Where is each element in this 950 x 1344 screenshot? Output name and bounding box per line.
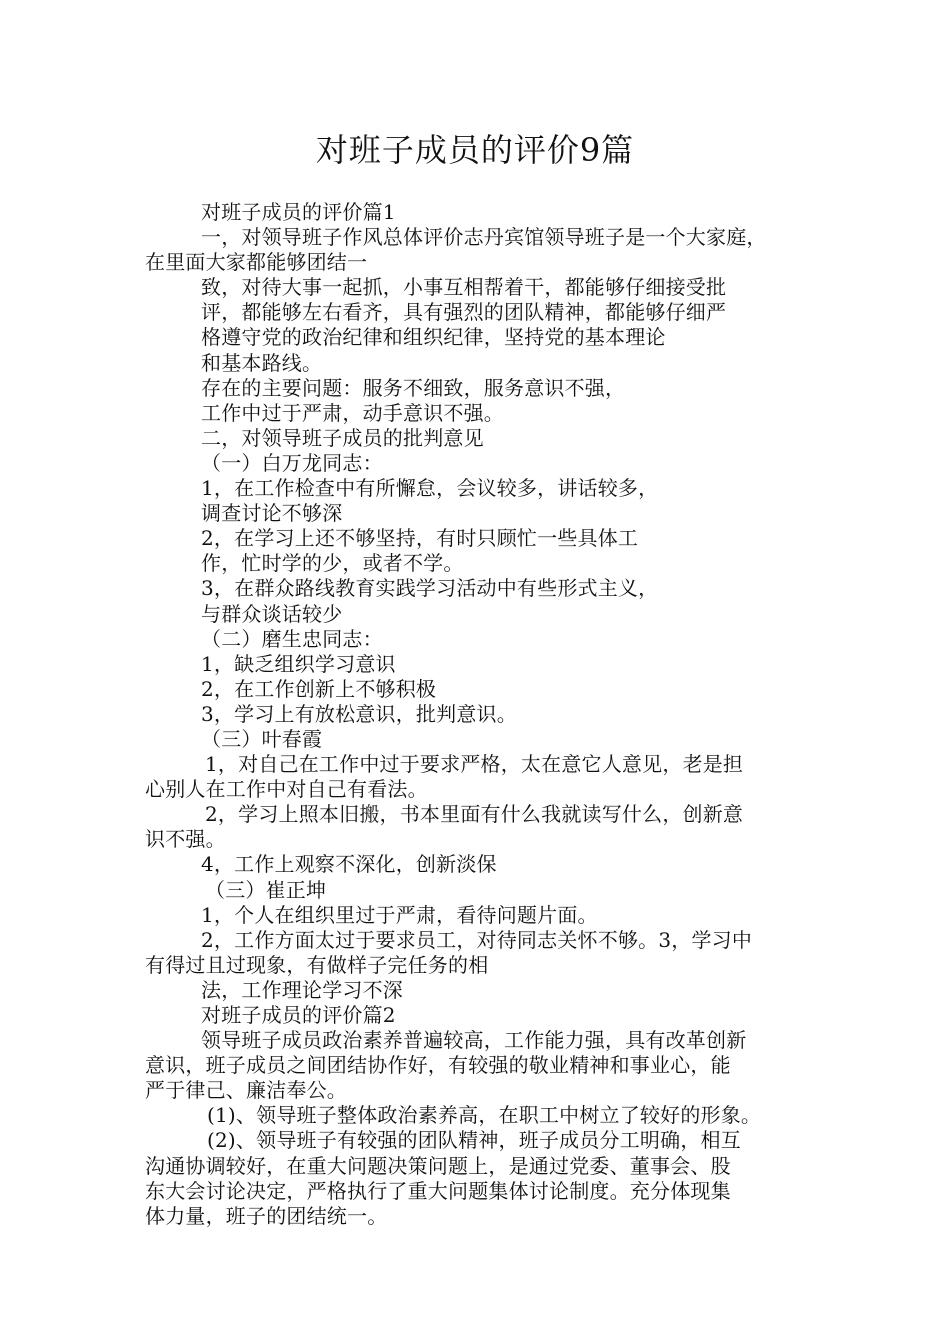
text-line: 格遵守党的政治纪律和组织纪律，坚持党的基本理论 <box>201 325 666 350</box>
text-line: 致，对待大事一起抓，小事互相帮着干，都能够仔细接受批 <box>201 275 727 300</box>
text-line: 3，在群众路线教育实践学习活动中有些形式主义， <box>201 576 659 601</box>
text-line: 意识，班子成员之间团结协作好，有较强的敬业精神和事业心，能 <box>145 1053 731 1078</box>
text-line: 3，学习上有放松意识，批判意识。 <box>201 701 517 726</box>
text-line: 评，都能够左右看齐，具有强烈的团队精神，都能够仔细严 <box>201 300 727 325</box>
text-line: 在里面大家都能够团结一 <box>145 250 368 275</box>
text-line: 2，学习上照本旧搬，书本里面有什么我就读写什么，创新意 <box>205 802 744 827</box>
text-line: （二）磨生忠同志： <box>201 626 383 651</box>
text-line: 1，缺乏组织学习意识 <box>201 651 396 676</box>
text-line: 作，忙时学的少，或者不学。 <box>201 551 464 576</box>
text-line: 法，工作理论学习不深 <box>201 977 403 1002</box>
text-line: 1，在工作检查中有所懈怠，会议较多，讲话较多， <box>201 476 659 501</box>
text-line: 存在的主要问题：服务不细致，服务意识不强， <box>201 375 626 400</box>
text-line: 体力量，班子的团结统一。 <box>145 1203 388 1228</box>
text-line: 心别人在工作中对自己有看法。 <box>145 777 428 802</box>
text-line: 识不强。 <box>145 827 226 852</box>
text-line: 调查讨论不够深 <box>201 501 343 526</box>
text-line: 2，在工作创新上不够积极 <box>201 676 437 701</box>
text-line: 4，工作上观察不深化，创新淡保 <box>201 852 497 877</box>
text-line: (1)、领导班子整体政治素养高，在职工中树立了较好的形象。 <box>207 1103 762 1128</box>
text-line: 东大会讨论决定，严格执行了重大问题集体讨论制度。充分体现集 <box>145 1178 731 1203</box>
text-line: 领导班子成员政治素养普遍较高，工作能力强，具有改革创新 <box>201 1028 747 1053</box>
text-line: 和基本路线。 <box>201 350 323 375</box>
text-line: 2，在学习上还不够坚持，有时只顾忙一些具体工 <box>201 526 639 551</box>
text-line: 对班子成员的评价篇1 <box>201 200 396 224</box>
text-line: 1，对自己在工作中过于要求严格，太在意它人意见，老是担 <box>205 752 744 777</box>
text-line: 2，工作方面太过于要求员工，对待同志关怀不够。3，学习中 <box>201 927 753 952</box>
text-line: 工作中过于严肃，动手意识不强。 <box>201 400 504 425</box>
text-line: 对班子成员的评价篇2 <box>201 1003 396 1027</box>
page-title: 对班子成员的评价9篇 <box>315 131 635 169</box>
text-line: （三）崔正坤 <box>205 877 327 902</box>
text-line: （一）白万龙同志： <box>201 450 383 475</box>
text-line: 二，对领导班子成员的批判意见 <box>201 425 484 450</box>
document-body <box>145 200 815 1229</box>
text-line: 沟通协调较好，在重大问题决策问题上，是通过党委、董事会、股 <box>145 1153 731 1178</box>
text-line: 有得过且过现象，有做样子完任务的相 <box>145 952 489 977</box>
text-line: 1，个人在组织里过于严肃，看待问题片面。 <box>201 902 598 927</box>
text-line: 严于律己、廉洁奉公。 <box>145 1078 347 1103</box>
text-line: 与群众谈话较少 <box>201 601 343 626</box>
text-line: 一，对领导班子作风总体评价志丹宾馆领导班子是一个大家庭， <box>201 225 767 250</box>
text-line: (2)、领导班子有较强的团队精神，班子成员分工明确，相互 <box>207 1128 741 1153</box>
text-line: （三）叶春霞 <box>201 726 323 751</box>
